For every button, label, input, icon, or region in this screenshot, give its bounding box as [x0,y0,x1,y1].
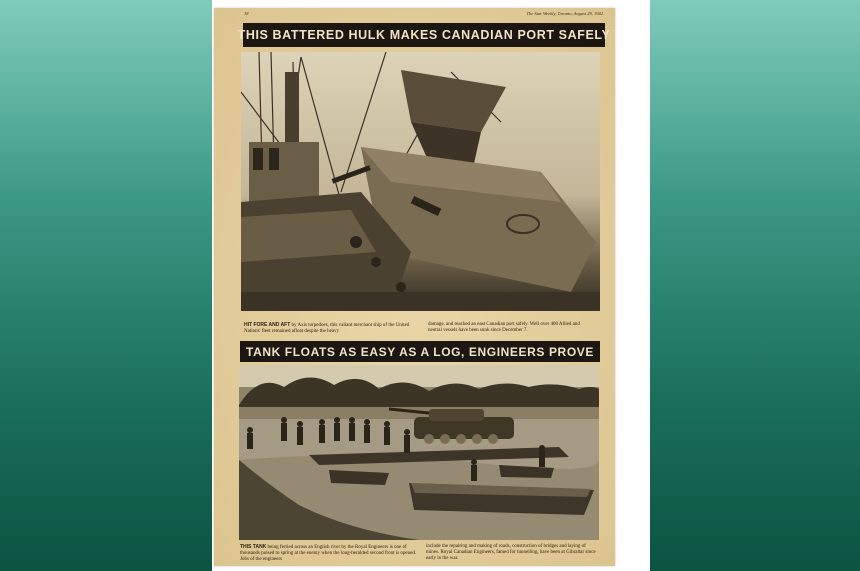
caption-tank-lead: THIS TANK [240,544,267,550]
newspaper-page [214,8,615,566]
caption-ship-right: damage, and reached an east Canadian port safely. Well over 400 Allied and neutral vessels have been sunk since December 7. [428,322,580,334]
background-left [0,0,212,571]
headline-tank-floats: TANK FLOATS AS EASY AS A LOG, ENGINEERS PROVE [240,341,600,362]
photo-battered-ship [241,52,600,311]
background-right [650,0,860,571]
caption-ship-left-text: by Axis torpedoes, this valiant merchant ship of the United Nations' fleet remained afloat despite the heavy [244,323,410,335]
caption-ship-lead: HIT FORE AND AFT [244,322,291,328]
caption-tank-right: include the repairing and making of roads, construction of bridges and laying of mines. Royal Canadian Engineers, famed for tunnelling, have been at Gibraltar since early in the war. [426,544,596,562]
photo-tank-ferry [239,365,599,540]
page-number: 18 [244,11,249,16]
headline-battered-hulk: THIS BATTERED HULK MAKES CANADIAN PORT SAFELY [243,23,605,47]
caption-ship-left [244,322,422,335]
caption-tank-left [240,544,422,564]
caption-tank-left-text: being ferried across an English river by the Royal Engineers is one of thousands poised to spring at the enemy when the long-heralded second front is opened. Jobs of the engineers [240,545,417,563]
masthead-line: The Star Weekly, Toronto, August 29, 1942 [526,11,603,16]
